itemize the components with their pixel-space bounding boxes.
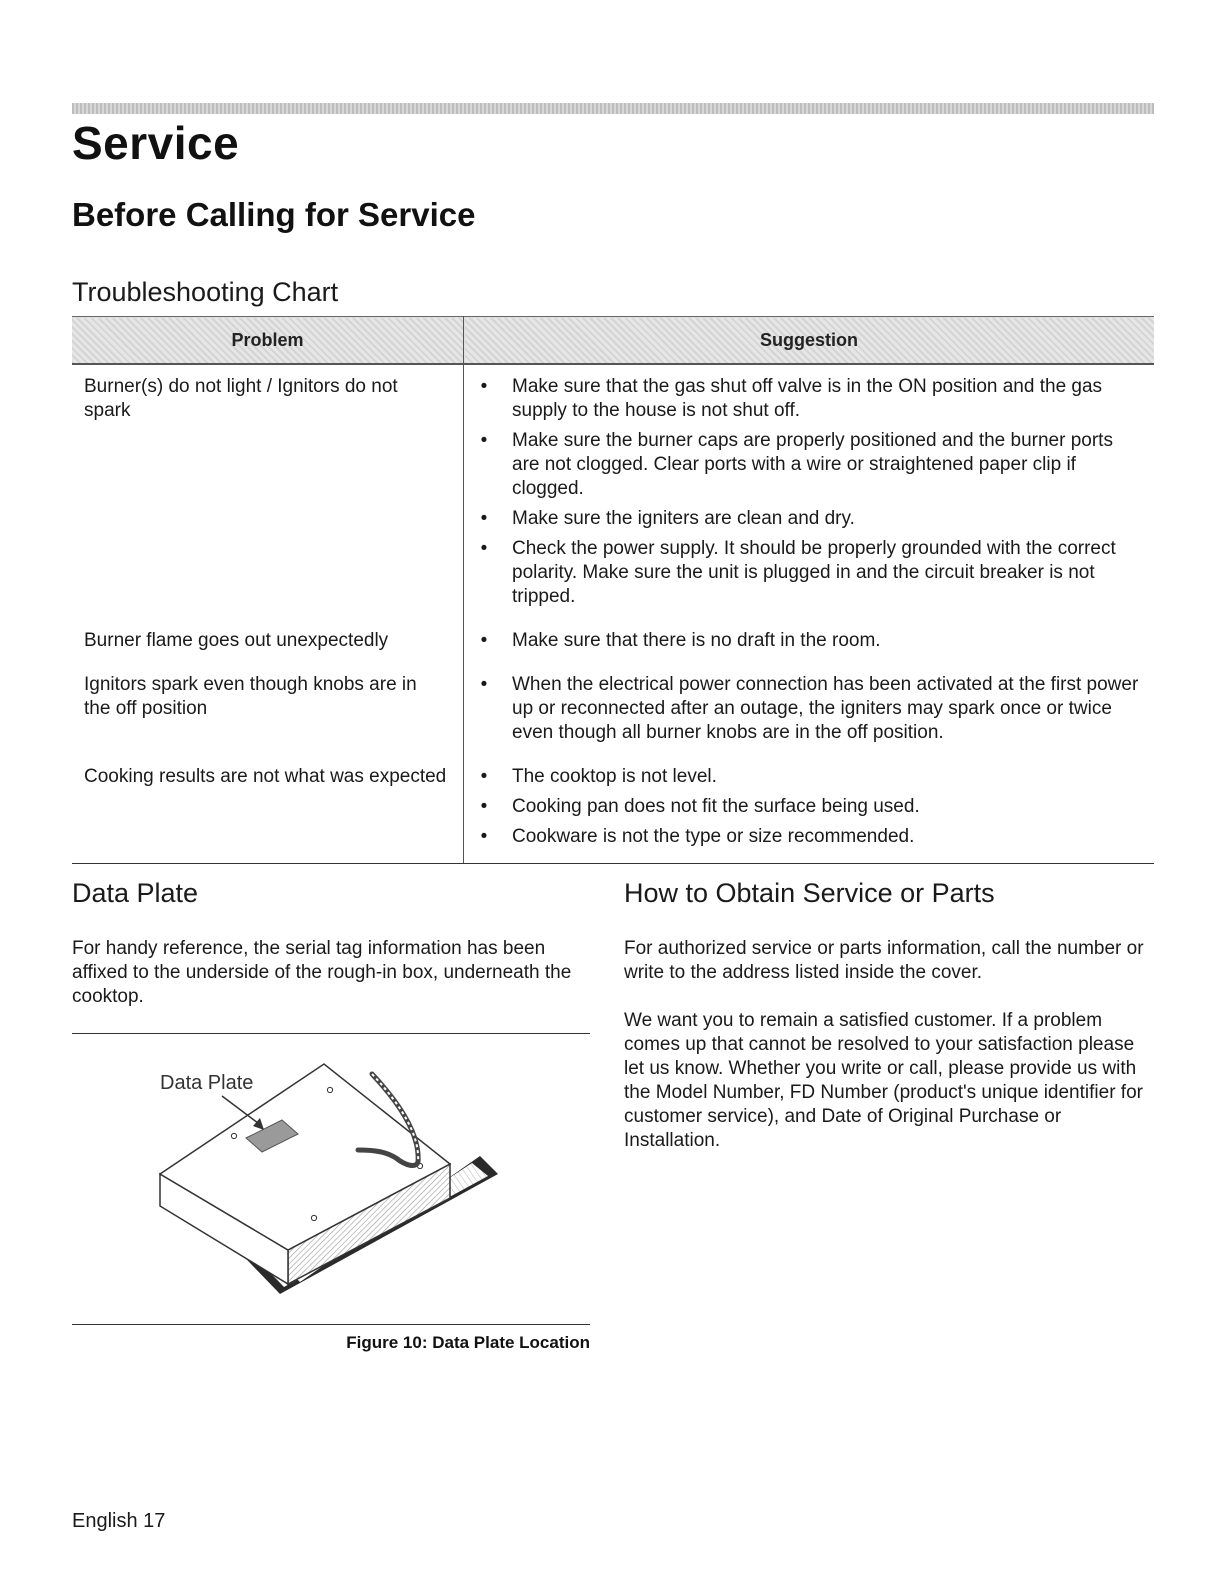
table-row	[72, 755, 1154, 864]
figure-top-rule	[72, 1033, 590, 1034]
column-header-suggestion: Suggestion	[464, 317, 1155, 365]
service-text-1: For authorized service or parts information, call the number or write to the address listed inside the cover.	[624, 938, 1144, 983]
problem-cell: Cooking results are not what was expected	[72, 755, 464, 864]
data-plate-heading: Data Plate	[72, 878, 199, 908]
page-title: Service	[72, 117, 240, 169]
section-title: Before Calling for Service	[72, 196, 476, 233]
figure-bottom-rule	[72, 1324, 590, 1325]
suggestion-item: • When the electrical power connection has been activated at the first power up or reconnected after an outage, the igniters may spark once or twice even though all burner knobs are in the off position.	[480, 674, 1139, 743]
table-row	[72, 619, 1154, 663]
suggestion-item: • Check the power supply. It should be properly grounded with the correct polarity. Make sure the unit is plugged in and the circuit breaker is not tripped.	[480, 538, 1116, 607]
service-heading: How to Obtain Service or Parts	[624, 878, 995, 908]
problem-cell: Ignitors spark even though knobs are in the off position	[72, 663, 464, 755]
data-plate-text: For handy reference, the serial tag information has been affixed to the underside of the rough-in box, underneath the cooktop.	[72, 938, 572, 1007]
figure-caption: Figure 10: Data Plate Location	[346, 1333, 590, 1352]
page-footer: English 17	[72, 1510, 166, 1532]
suggestion-item: • Cookware is not the type or size recommended.	[480, 826, 915, 847]
problem-cell: Burner flame goes out unexpectedly	[72, 619, 464, 663]
suggestion-item: • Make sure that there is no draft in the room.	[480, 630, 881, 651]
screw-hole	[311, 1215, 316, 1220]
suggestion-item: • Cooking pan does not fit the surface being used.	[480, 796, 920, 817]
suggestion-cell	[464, 663, 1155, 755]
table-row	[72, 663, 1154, 755]
header-rule	[72, 103, 1154, 114]
service-text-2: We want you to remain a satisfied customer. If a problem comes up that cannot be resolved to your satisfaction please let us know. Whether you write or call, please provide us with the Model Number, FD Number (product's unique identifier for customer service), and Date of Original Purchase or Installation.	[624, 1010, 1143, 1151]
suggestion-item: • Make sure that the gas shut off valve is in the ON position and the gas supply to the house is not shut off.	[480, 376, 1103, 421]
screw-hole	[231, 1133, 236, 1138]
problem-cell: Burner(s) do not light / Ignitors do not spark	[72, 364, 464, 619]
suggestion-cell	[464, 364, 1155, 619]
suggestion-item: • Make sure the burner caps are properly positioned and the burner ports are not clogged. Clear ports with a wire or straightened paper clip if clogged.	[480, 430, 1113, 499]
table-row	[72, 364, 1154, 619]
suggestion-item: • The cooktop is not level.	[480, 766, 717, 787]
screw-hole	[327, 1087, 332, 1092]
column-header-problem: Problem	[72, 317, 464, 365]
suggestion-cell	[464, 755, 1155, 864]
figure-label: Data Plate	[160, 1072, 254, 1094]
troubleshooting-heading: Troubleshooting Chart	[72, 277, 339, 307]
suggestion-item: • Make sure the igniters are clean and dry.	[480, 508, 855, 529]
suggestion-cell	[464, 619, 1155, 663]
table-header-row	[72, 317, 1154, 365]
troubleshooting-table	[72, 316, 1154, 864]
